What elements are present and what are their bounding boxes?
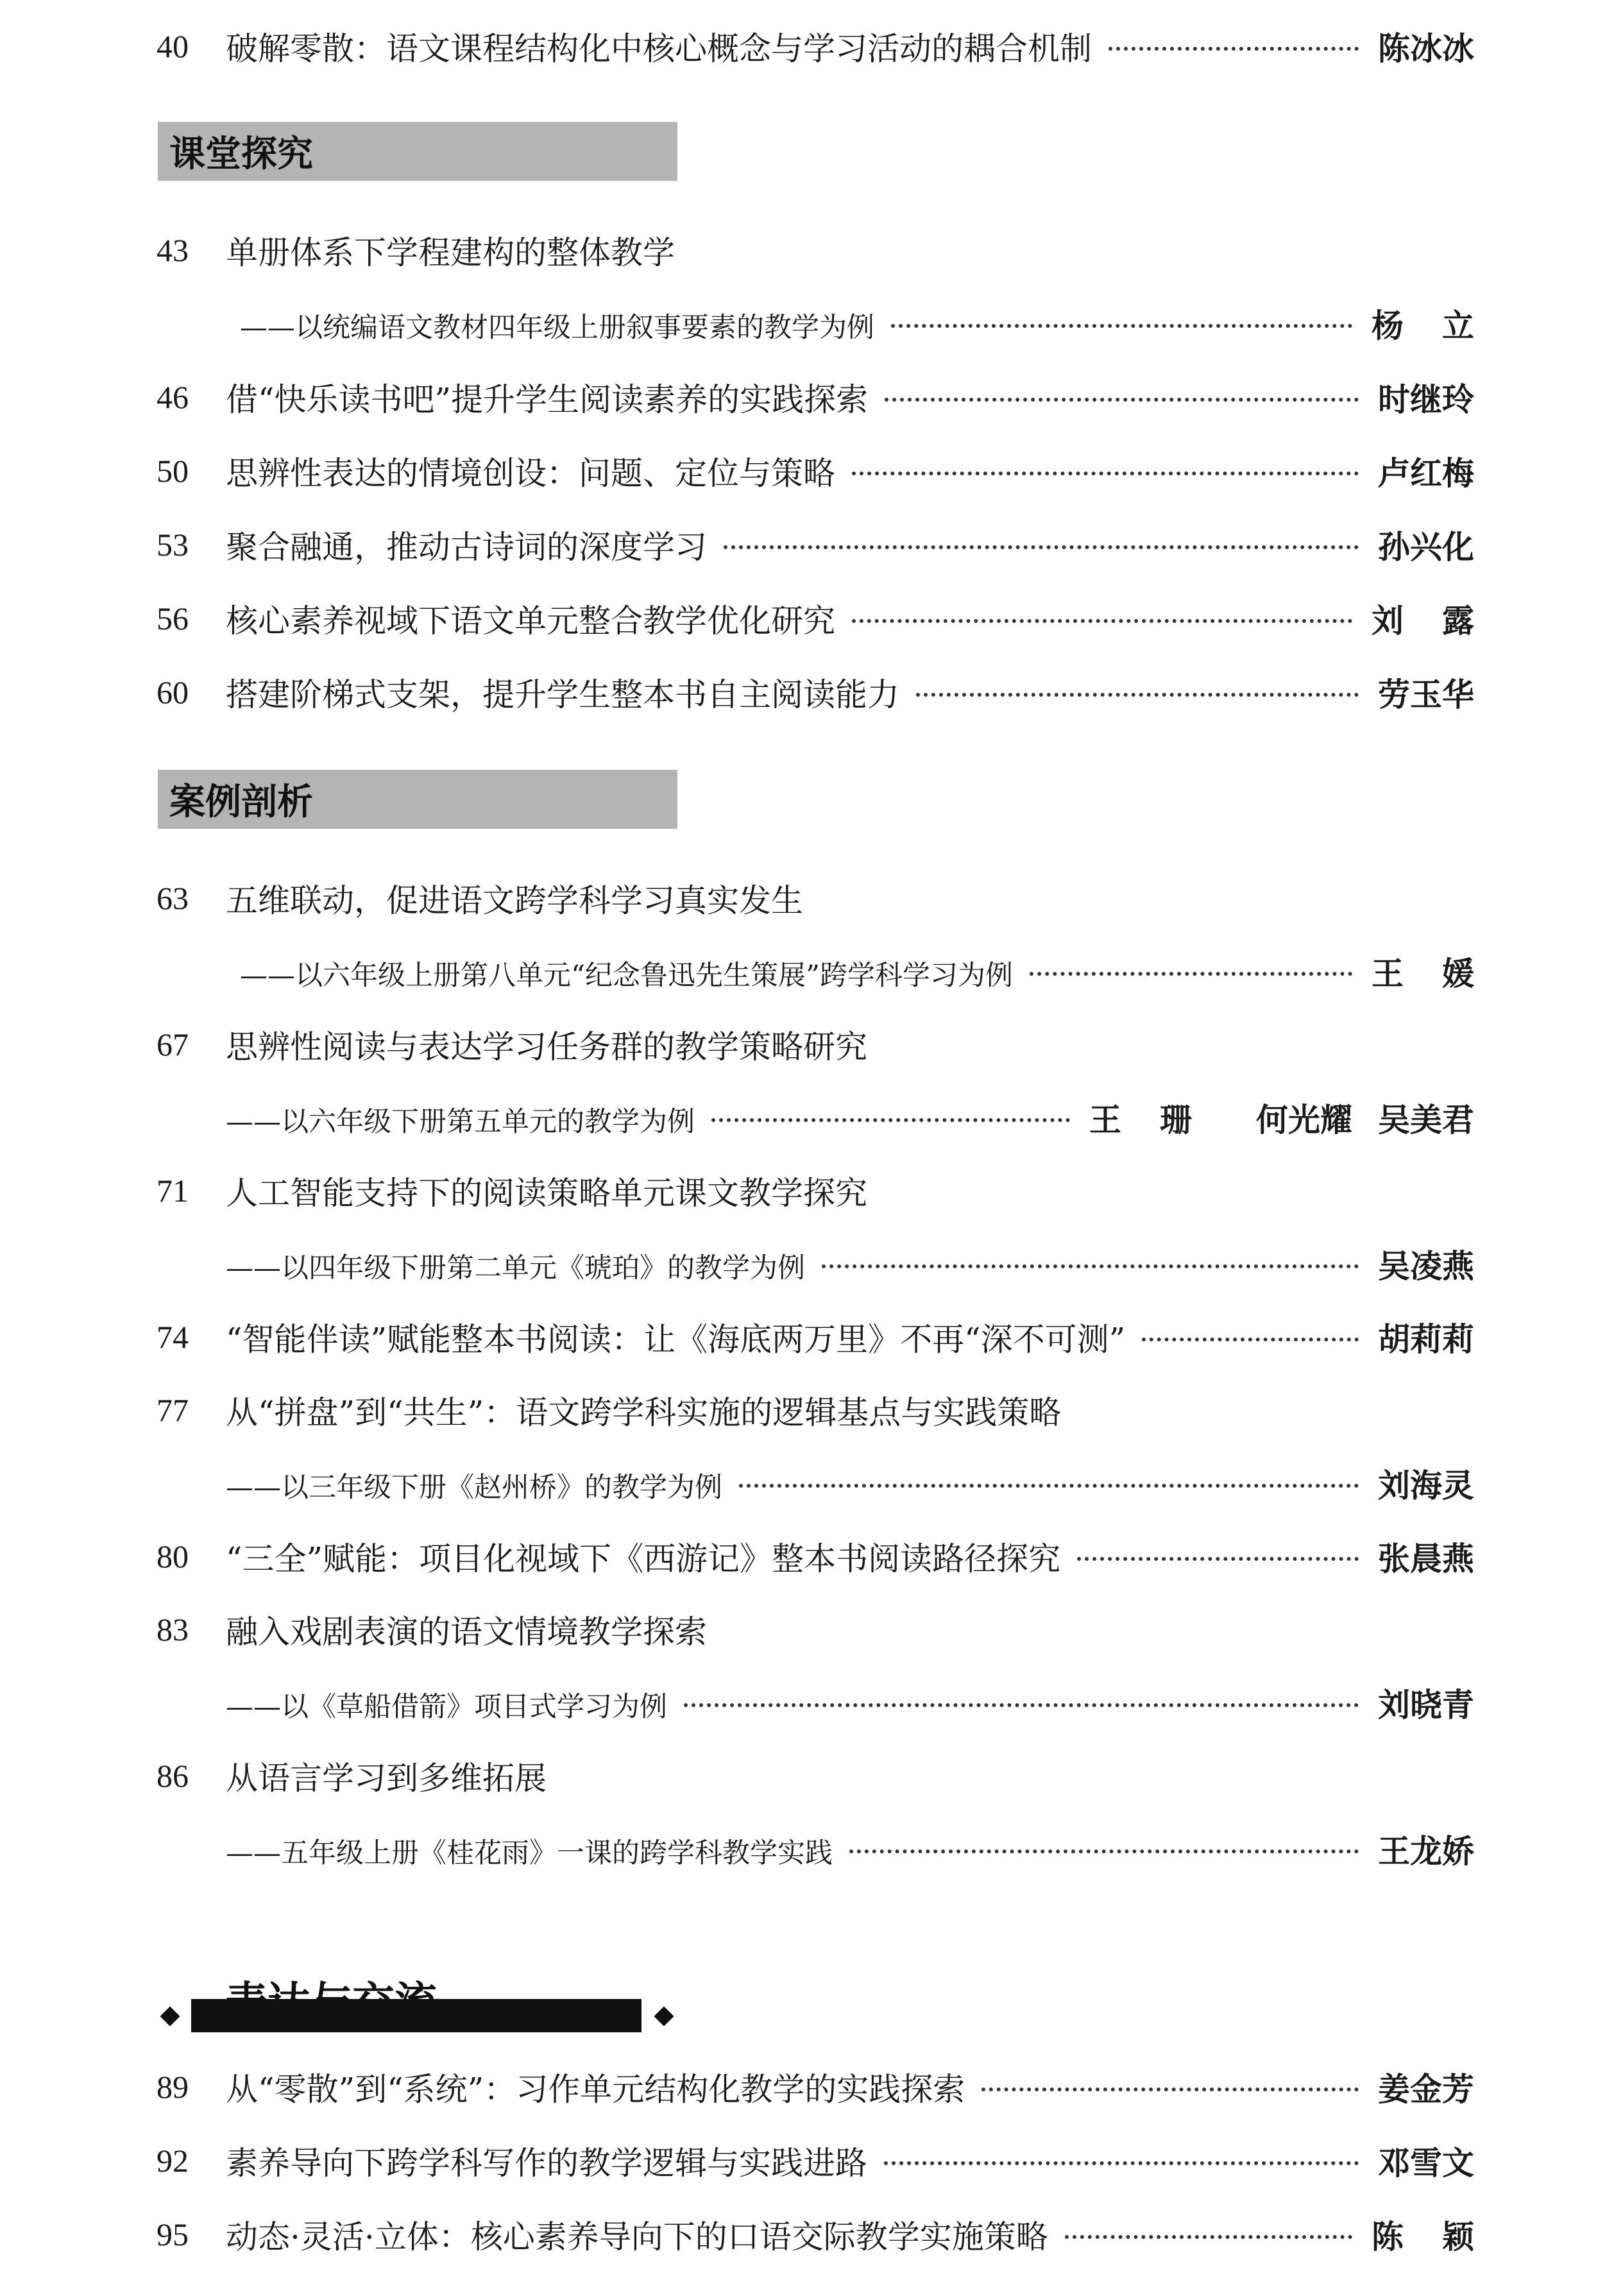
section-title: 课堂探究 [169,133,313,175]
toc-subtitle-line[interactable] [0,1451,1614,1515]
article-title: 思辨性阅读与表达学习任务群的教学策略研究 [226,1028,867,1066]
article-title: 从“零散”到“系统”：习作单元结构化教学的实践探索 [226,2071,965,2108]
author-name: 孙兴化 [1378,529,1474,566]
dot-leader [849,1850,1359,1853]
author-name: 刘晓青 [1378,1687,1474,1724]
dot-leader [1077,1557,1359,1561]
section-title: 案例剖析 [169,781,313,823]
author-name: 姜金芳 [1378,2071,1474,2108]
toc-entry[interactable] [0,14,1614,78]
page-number: 40 [157,28,189,64]
page-number: 77 [157,1392,189,1428]
article-title: 搭建阶梯式支架，提升学生整本书自主阅读能力 [226,676,899,713]
page-number: 60 [157,674,189,710]
author-name: 时继玲 [1378,381,1474,418]
page-number: 53 [157,527,189,563]
toc-entry[interactable] [0,660,1614,724]
article-subtitle: ——五年级上册《桂花雨》一课的跨学科教学实践 [226,1837,833,1869]
author-name: 陈颖 [1372,2218,1513,2256]
toc-entry[interactable] [0,866,1614,930]
page-number: 89 [157,2069,189,2105]
article-title: 思辨性表达的情境创设：问题、定位与策略 [226,455,835,492]
dot-leader [852,472,1359,475]
toc-entry[interactable] [0,1305,1614,1369]
page-number: 83 [157,1611,189,1647]
article-subtitle: ——以六年级下册第五单元的教学为例 [226,1106,695,1138]
article-title: 融入戏剧表演的语文情境教学探索 [226,1613,707,1651]
author-name: 吴美君 [1378,1101,1474,1139]
article-title: 破解零散：语文课程结构化中核心概念与学习活动的耦合机制 [226,30,1092,67]
toc-entry[interactable] [0,513,1614,577]
section-header-expression [158,1968,530,2045]
dot-leader [1030,972,1352,976]
toc-subtitle-line[interactable] [0,939,1614,1003]
toc-entry[interactable] [0,1012,1614,1076]
dot-leader [1142,1338,1359,1341]
article-title: “智能伴读”赋能整本书阅读：让《海底两万里》不再“深不可测” [226,1321,1126,1358]
page-number: 46 [157,379,189,415]
page-number: 50 [157,453,189,489]
toc-entry[interactable] [0,1159,1614,1223]
page-number: 95 [157,2216,189,2252]
section-title: 表达与交流 [225,1978,437,2027]
author-name: 卢红梅 [1378,455,1474,492]
article-title: 从“拼盘”到“共生”：语文跨学科实施的逻辑基点与实践策略 [226,1394,1062,1431]
page-number: 63 [157,880,189,916]
article-subtitle: ——以《草船借箭》项目式学习为例 [226,1691,667,1723]
article-title: 人工智能支持下的阅读策略单元课文教学探究 [226,1175,867,1212]
article-subtitle: ——以统编语文教材四年级上册叙事要素的教学为例 [240,312,874,344]
toc-subtitle-line[interactable] [0,1817,1614,1881]
article-title: 从语言学习到多维拓展 [226,1760,547,1797]
toc-entry[interactable] [0,1524,1614,1588]
diamond-icon [160,2006,180,2026]
page-number: 86 [157,1758,189,1794]
dot-leader [852,619,1352,623]
toc-entry[interactable] [0,1744,1614,1808]
dot-leader [885,398,1359,402]
page-number: 67 [157,1026,189,1062]
author-names [1089,1094,1474,1141]
dot-leader [724,545,1359,549]
dot-leader [822,1264,1359,1268]
author-name: 劳玉华 [1378,676,1474,713]
article-subtitle: ——以四年级下册第二单元《琥珀》的教学为例 [226,1252,805,1284]
page-number: 43 [157,232,189,268]
toc-entry[interactable] [0,365,1614,429]
dot-leader [884,2161,1359,2165]
author-name: 胡莉莉 [1378,1321,1474,1358]
toc-subtitle-line[interactable] [0,1232,1614,1296]
toc-entry[interactable] [0,1378,1614,1442]
dot-leader [891,324,1352,328]
section-header-case [158,770,677,829]
dot-leader [916,693,1359,697]
article-title: “三全”赋能：项目化视域下《西游记》整本书阅读路径探究 [226,1540,1061,1577]
toc-subtitle-line[interactable] [0,291,1614,355]
article-title: 聚合融通，推动古诗词的深度学习 [226,529,707,566]
toc-entry[interactable] [0,2129,1614,2193]
article-subtitle: ——以三年级下册《赵州桥》的教学为例 [226,1472,722,1504]
toc-entry[interactable] [0,1597,1614,1662]
author-name: 吴凌燕 [1378,1248,1474,1285]
article-title: 素养导向下跨学科写作的教学逻辑与实践进路 [226,2145,867,2182]
toc-entry[interactable] [0,586,1614,651]
toc-entry[interactable] [0,2055,1614,2119]
author-name: 陈冰冰 [1378,30,1474,67]
author-name: 邓雪文 [1378,2145,1474,2182]
dot-leader [1109,47,1359,51]
toc-entry[interactable] [0,439,1614,503]
dot-leader [1065,2235,1352,2239]
author-name: 杨立 [1372,307,1513,344]
article-title: 借“快乐读书吧”提升学生阅读素养的实践探索 [226,381,869,418]
diamond-icon [654,2006,674,2026]
author-name: 王龙娇 [1378,1833,1474,1870]
page-number: 74 [157,1319,189,1355]
article-subtitle: ——以六年级上册第八单元“纪念鲁迅先生策展”跨学科学习为例 [240,960,1013,992]
toc-subtitle-line[interactable] [0,1085,1614,1150]
dot-leader [711,1118,1070,1122]
toc-subtitle-line[interactable] [0,1671,1614,1735]
article-title: 单册体系下学程建构的整体教学 [226,234,675,271]
page-number: 92 [157,2143,189,2179]
dot-leader [981,2088,1359,2091]
article-title: 核心素养视域下语文单元整合教学优化研究 [226,602,835,640]
toc-entry[interactable] [0,218,1614,282]
author-name: 张晨燕 [1378,1540,1474,1577]
page-number: 71 [157,1173,189,1209]
dot-leader [739,1484,1359,1488]
toc-entry[interactable] [0,2202,1614,2266]
author-name: 何光耀 [1256,1101,1352,1139]
author-name: 王珊 [1089,1101,1230,1139]
dot-leader [684,1703,1359,1707]
page-number: 56 [157,600,189,636]
author-name: 刘海灵 [1378,1467,1474,1504]
section-header-classroom [158,122,677,181]
article-title: 五维联动，促进语文跨学科学习真实发生 [226,882,803,919]
author-name: 王媛 [1372,955,1513,992]
page-number: 80 [157,1538,189,1574]
article-title: 动态·灵活·立体：核心素养导向下的口语交际教学实施策略 [226,2218,1048,2256]
author-name: 刘露 [1372,602,1513,640]
